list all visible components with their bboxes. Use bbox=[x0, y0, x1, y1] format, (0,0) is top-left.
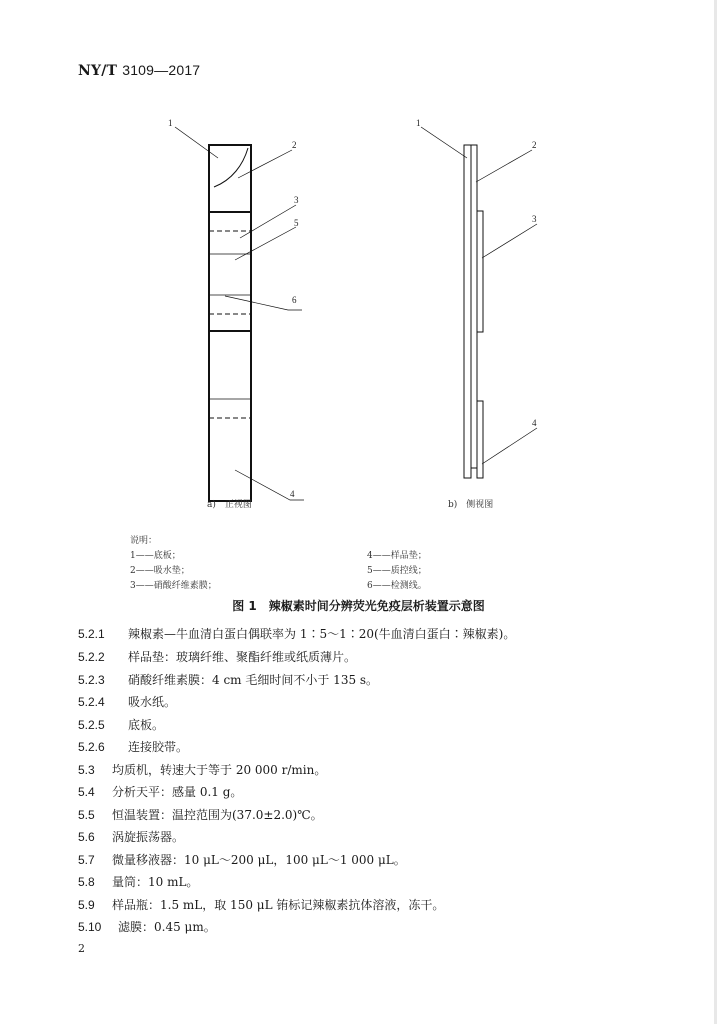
clause-number: 5.9 bbox=[78, 898, 95, 912]
clause-item bbox=[78, 738, 188, 755]
clause-number: 5.2.4 bbox=[78, 695, 105, 709]
clause-number: 5.8 bbox=[78, 875, 95, 889]
legend-item: 1——底板； bbox=[130, 551, 181, 561]
front-callout: 3 bbox=[294, 195, 299, 205]
clause-number: 5.2.6 bbox=[78, 740, 105, 754]
front-callout: 4 bbox=[290, 489, 295, 499]
clause-number: 5.4 bbox=[78, 785, 95, 799]
clause-item bbox=[78, 761, 326, 778]
clause-item bbox=[78, 693, 176, 710]
clause-text: 分析天平：感量 0.1 g。 bbox=[112, 785, 243, 799]
clause-text: 微量移液器：10 μL～200 μL，100 μL～1 000 μL。 bbox=[112, 853, 406, 867]
legend-item: 2——吸水垫； bbox=[130, 566, 190, 576]
clause-number: 5.3 bbox=[78, 763, 95, 777]
clause-item bbox=[78, 783, 242, 800]
clause-item bbox=[78, 851, 406, 868]
clause-item bbox=[78, 671, 378, 688]
clause-text: 辣椒素—牛血清白蛋白偶联率为 1∶5～1∶20(牛血清白蛋白∶辣椒素)。 bbox=[128, 627, 516, 641]
front-leader-5 bbox=[235, 227, 296, 260]
side-view-diagram bbox=[421, 127, 537, 478]
clause-text: 滤膜：0.45 μm。 bbox=[118, 920, 216, 934]
side-sample-pad bbox=[477, 401, 483, 478]
clause-text: 涡旋振荡器。 bbox=[112, 830, 185, 844]
side-callout: 4 bbox=[532, 418, 537, 428]
standard-code: NY/T bbox=[78, 63, 118, 79]
clause-text: 均质机，转速大于等于 20 000 r/min。 bbox=[112, 763, 327, 777]
clause-text: 样品垫：玻璃纤维、聚酯纤维或纸质薄片。 bbox=[128, 650, 357, 664]
clause-text: 样品瓶：1.5 mL，取 150 μL 铕标记辣椒素抗体溶液，冻干。 bbox=[112, 898, 445, 912]
clause-text: 吸水纸。 bbox=[128, 695, 177, 709]
side-view-caption: b) 侧视图 bbox=[448, 500, 494, 510]
front-callout: 1 bbox=[168, 118, 173, 128]
side-leader-3 bbox=[482, 224, 537, 258]
side-leader-4 bbox=[482, 428, 537, 464]
clause-item bbox=[78, 716, 164, 733]
clause-item bbox=[78, 648, 356, 665]
page-number: 2 bbox=[78, 942, 85, 955]
side-callout: 1 bbox=[416, 118, 421, 128]
front-callout: 5 bbox=[294, 218, 299, 228]
clause-number: 5.6 bbox=[78, 830, 95, 844]
side-leader-1 bbox=[421, 127, 467, 158]
front-view-caption: a) 正视图 bbox=[207, 500, 252, 510]
front-leader-1 bbox=[175, 127, 218, 158]
clause-item bbox=[78, 873, 198, 890]
legend-item: 6——检测线。 bbox=[367, 581, 427, 591]
clause-number: 5.2.2 bbox=[78, 650, 105, 664]
clause-item bbox=[78, 918, 216, 935]
front-callout: 2 bbox=[292, 140, 297, 150]
side-base-plate bbox=[464, 145, 471, 478]
clause-number: 5.2.1 bbox=[78, 627, 105, 641]
clause-item bbox=[78, 896, 444, 913]
standard-number: 3109—2017 bbox=[122, 62, 201, 78]
side-leader-2 bbox=[476, 150, 532, 182]
clause-text: 底板。 bbox=[128, 718, 165, 732]
front-leader-6 bbox=[225, 296, 302, 310]
legend-item: 5——质控线； bbox=[367, 566, 427, 576]
legend-item: 4——样品垫； bbox=[367, 551, 427, 561]
front-absorbent-curve bbox=[214, 148, 248, 187]
legend-title: 说明： bbox=[130, 536, 158, 546]
side-membrane bbox=[477, 211, 483, 332]
side-callout: 3 bbox=[532, 214, 537, 224]
side-absorbent-pad bbox=[471, 145, 477, 468]
clause-item bbox=[78, 806, 323, 823]
clause-item bbox=[78, 625, 515, 642]
clause-item bbox=[78, 828, 184, 845]
clause-number: 5.2.5 bbox=[78, 718, 105, 732]
clause-number: 5.7 bbox=[78, 853, 95, 867]
front-view-diagram bbox=[175, 127, 304, 501]
clause-text: 硝酸纤维素膜：4 cm 毛细时间不小于 135 s。 bbox=[128, 673, 379, 687]
clause-text: 恒温装置：温控范围为(37.0±2.0)℃。 bbox=[112, 808, 323, 822]
legend-item: 3——硝酸纤维素膜； bbox=[130, 581, 217, 591]
front-leader-3 bbox=[240, 205, 296, 238]
side-callout: 2 bbox=[532, 140, 537, 150]
clause-number: 5.2.3 bbox=[78, 673, 105, 687]
figure-title: 图 1 辣椒素时间分辨荧光免疫层析装置示意图 bbox=[232, 599, 485, 613]
clause-number: 5.5 bbox=[78, 808, 95, 822]
clause-text: 连接胶带。 bbox=[128, 740, 189, 754]
clause-number: 5.10 bbox=[78, 920, 102, 934]
clause-text: 量筒：10 mL。 bbox=[112, 875, 199, 889]
front-callout: 6 bbox=[292, 295, 297, 305]
front-strip-outline bbox=[209, 145, 251, 501]
